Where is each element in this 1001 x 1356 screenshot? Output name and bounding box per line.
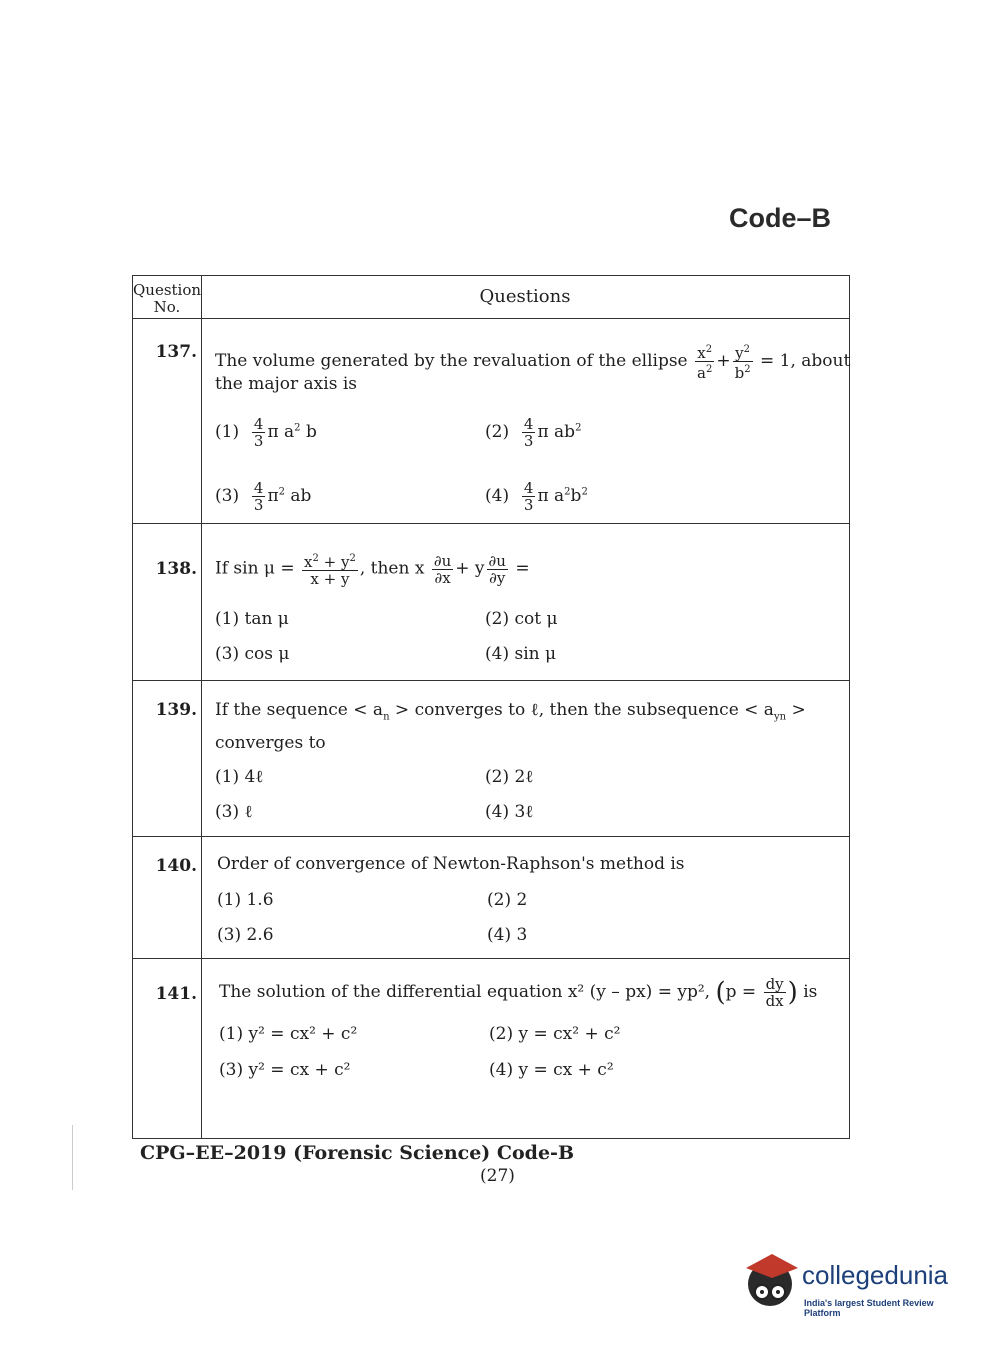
question-text-part: > converges to ℓ, then the subsequence < a — [394, 700, 774, 720]
question-text-part: The volume generated by the revaluation of the ellipse — [215, 351, 688, 371]
question-text-part: The solution of the differential equation x² (y – px) = yp², — [219, 982, 711, 1002]
option-1: (1) tan μ — [215, 609, 289, 629]
header-qno-line2: No. — [153, 298, 181, 316]
option-2: (2) $\frac{4}{3}$ π $ab^2$ — [485, 415, 582, 450]
row-divider — [133, 318, 849, 319]
option-4: (4) 3 — [487, 925, 528, 945]
option-3: (3) cos μ — [215, 644, 290, 664]
header-question-no — [133, 282, 201, 316]
header-questions: Questions — [479, 286, 571, 307]
question-text-part: = 1, about — [759, 351, 851, 371]
column-divider — [201, 276, 202, 1138]
question-text: If the sequence < $a_n$ > converges to ℓ, then the subsequence < $a_{yn}$ > — [215, 700, 806, 723]
logo-name: collegedunia — [802, 1260, 949, 1290]
question-number: 137. — [155, 342, 197, 362]
page-number: (27) — [480, 1166, 515, 1186]
option-3: (3) 2.6 — [217, 925, 274, 945]
ellipse-fraction-y: $\frac{y^2}{b^2}$ — [734, 344, 751, 382]
question-number: 141. — [155, 984, 197, 1004]
fraction: $\frac{x^2 + y^2}{x + y}$ — [304, 553, 356, 588]
row-divider — [133, 523, 849, 524]
option-2: (2) 2 — [487, 890, 528, 910]
option-4: (4) y = cx + c² — [489, 1060, 614, 1080]
option-3: (3) ℓ — [215, 802, 253, 822]
option-4: (4) $\frac{4}{3}$ π $a^2b^2$ — [485, 479, 588, 514]
option-1: (1) 4ℓ — [215, 767, 264, 787]
footer-title: CPG–EE–2019 (Forensic Science) Code-B — [140, 1142, 575, 1164]
question-text-line2: converges to — [215, 733, 326, 753]
option-3: (3) $\frac{4}{3}$ $\pi^2$ ab — [215, 479, 312, 514]
header-qno-line1: Question — [133, 281, 202, 299]
question-text-part: If the sequence < a — [215, 700, 384, 720]
option-3: (3) y² = cx + c² — [219, 1060, 351, 1080]
logo-tagline: India's largest Student Review Platform — [804, 1298, 934, 1318]
row-divider — [133, 958, 849, 959]
partial-u-y: $\frac{\partial u}{\partial y}$ — [488, 551, 506, 587]
question-text-part: , then x — [359, 558, 425, 579]
exam-code: Code–B — [729, 203, 832, 233]
row-divider — [133, 836, 849, 837]
question-text-line2: the major axis is — [215, 374, 357, 394]
option-4: (4) sin μ — [485, 644, 557, 664]
question-table — [132, 275, 850, 1139]
question-text: The solution of the differential equation x² (y – px) = yp², (p = $\frac{dy}{dx}$ ) is — [219, 975, 818, 1010]
margin-line — [72, 1125, 73, 1190]
mascot-icon — [742, 1250, 800, 1314]
option-1: (1) $\frac{4}{3}$ π $a^2$ b — [215, 415, 317, 450]
option-1: (1) y² = cx² + c² — [219, 1024, 358, 1044]
option-4: (4) 3ℓ — [485, 802, 534, 822]
partial-u-x: $\frac{\partial u}{\partial x}$ — [433, 551, 452, 587]
option-2: (2) cot μ — [485, 609, 558, 629]
row-divider — [133, 680, 849, 681]
option-1: (1) 1.6 — [217, 890, 274, 910]
question-text-part: If sin μ = — [215, 558, 295, 579]
question-text-part: is — [803, 982, 818, 1002]
option-2: (2) 2ℓ — [485, 767, 534, 787]
question-number: 140. — [155, 856, 197, 876]
question-text: Order of convergence of Newton-Raphson's method is — [217, 854, 685, 874]
ellipse-fraction-x: $\frac{x^2}{a^2}$ — [697, 344, 713, 382]
collegedunia-logo — [742, 1250, 972, 1320]
question-number: 138. — [155, 559, 197, 579]
question-text: If sin μ = $\frac{x^2 + y^2}{x + y}$ , then x $\frac{\partial u}{\partial x}$ + y $\frac{\partial u}{\partial y}$ = — [215, 551, 530, 588]
option-2: (2) y = cx² + c² — [489, 1024, 621, 1044]
question-text: The volume generated by the revaluation of the ellipse $\frac{x^2}{a^2}$ + $\frac{y^2}{b^2}$ = 1, about — [215, 344, 851, 382]
question-number: 139. — [155, 700, 197, 720]
dy-dx-fraction: $\frac{dy}{dx}$ — [765, 975, 784, 1010]
